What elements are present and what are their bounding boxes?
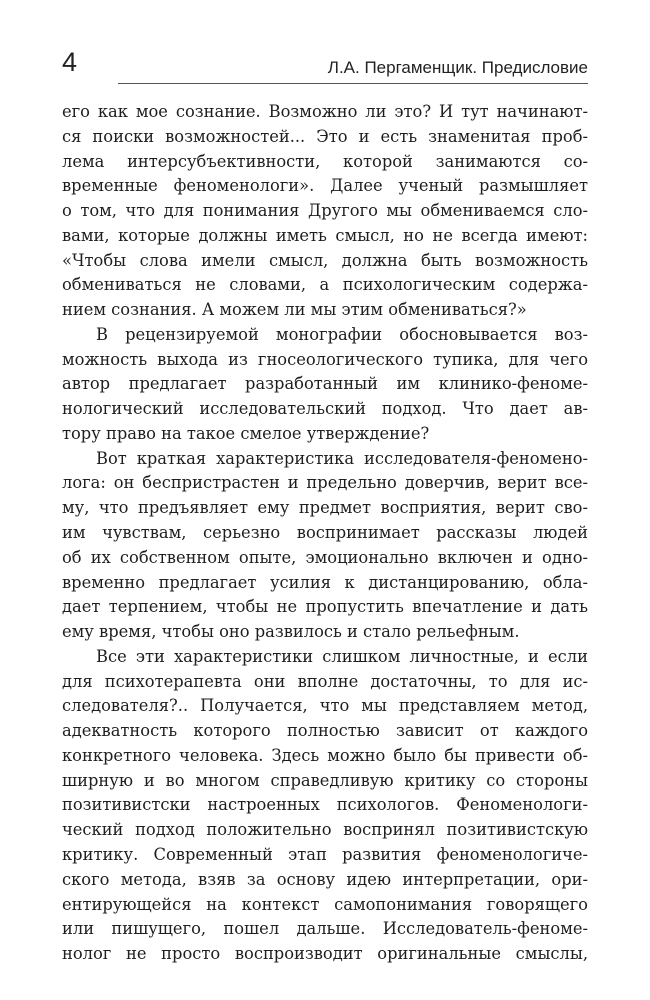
paragraph xyxy=(62,323,588,447)
text-line: ческий подход положительно воспринял позитивистскую xyxy=(62,820,588,840)
text-line: Все эти характеристики слишком личностные, и если xyxy=(96,646,588,666)
text-line: временно предлагает усилия к дистанцированию, обла- xyxy=(62,572,588,592)
header-rule xyxy=(118,83,588,84)
text-line: адекватность которого полностью зависит от каждого xyxy=(62,721,588,741)
text-line: дает терпением, чтобы не пропустить впечатление и дать xyxy=(62,597,588,617)
text-line: его как мое сознание. Возможно ли это? И тут начинают- xyxy=(62,102,588,121)
text-line: ширную и во многом справедливую критику со стороны xyxy=(62,770,588,790)
text-line: обмениваться не словами, а психологическим содержа- xyxy=(62,275,588,295)
text-line: В рецензируемой монографии обосновывается воз- xyxy=(96,324,588,344)
body-text xyxy=(62,100,588,967)
text-line: лога: он беспристрастен и предельно доверчив, верит все- xyxy=(62,473,588,493)
text-line: нологический исследовательский подход. Что дает ав- xyxy=(62,399,588,419)
text-line: для психотерапевта они вполне достаточны, то для ис- xyxy=(62,671,588,691)
text-line: ентирующейся на контекст самопонимания говорящего xyxy=(62,894,588,914)
text-line: автор предлагает разработанный им клинико-феноме- xyxy=(62,374,588,394)
text-line: лема интерсубъективности, которой занимаются со- xyxy=(62,151,588,171)
text-line: нолог не просто воспроизводит оригинальные смыслы, xyxy=(62,944,588,964)
text-line: вами, которые должны иметь смысл, но не всегда имеют: xyxy=(62,225,588,245)
page-header xyxy=(62,46,588,86)
text-line: нием сознания. А можем ли мы этим обмениваться?» xyxy=(62,300,527,320)
text-line: «Чтобы слова имели смысл, должна быть возможность xyxy=(62,250,588,270)
paragraph xyxy=(62,100,588,323)
page-number: 4 xyxy=(62,47,78,77)
text-line: можность выхода из гносеологического тупика, для чего xyxy=(62,349,588,369)
text-line: о том, что для понимания Другого мы обмениваемся сло- xyxy=(62,201,588,221)
text-line: об их собственном опыте, эмоционально включен и одно- xyxy=(62,547,588,567)
text-line: позитивистски настроенных психологов. Феноменологи- xyxy=(62,795,588,815)
text-line: ся поиски возможностей... Это и есть знаменитая проб- xyxy=(62,126,588,146)
text-line: им чувствам, серьезно воспринимает рассказы людей xyxy=(62,523,588,543)
text-line: или пишущего, пошел дальше. Исследователь-феноме- xyxy=(62,919,588,939)
paragraph xyxy=(62,645,588,967)
text-line: тору право на такое смелое утверждение? xyxy=(62,423,430,443)
running-title: Л.А. Пергаменщик. Предисловие xyxy=(327,58,588,77)
text-line: ского метода, взяв за основу идею интерпретации, ори- xyxy=(62,869,588,889)
text-line: критику. Современный этап развития феноменологиче- xyxy=(62,844,588,864)
text-line: му, что предъявляет ему предмет восприятия, верит сво- xyxy=(62,498,588,518)
text-line: ему время, чтобы оно развилось и стало рельефным. xyxy=(62,622,520,642)
text-line: временные феноменологи». Далее ученый размышляет xyxy=(62,176,588,196)
paragraph xyxy=(62,447,588,645)
text-line: конкретного человека. Здесь можно было бы привести об- xyxy=(62,745,588,765)
text-line: следователя?.. Получается, что мы представляем метод, xyxy=(62,696,588,716)
text-line: Вот краткая характеристика исследователя-феномено- xyxy=(96,448,588,468)
